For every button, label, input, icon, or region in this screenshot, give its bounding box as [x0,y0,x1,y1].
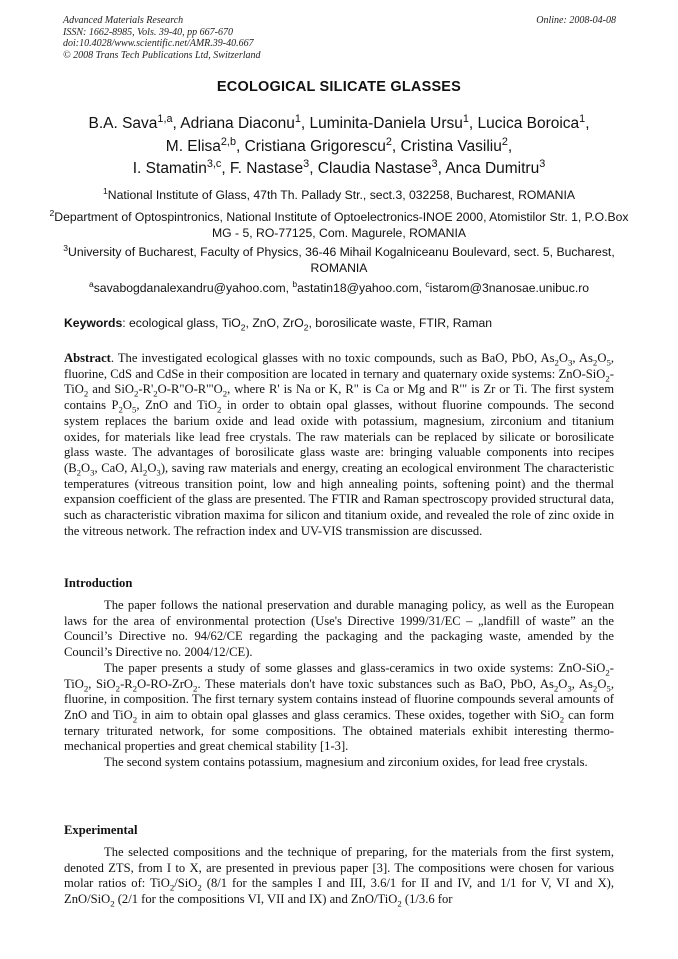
keywords [64,316,493,333]
text: O [122,398,132,413]
email-sup: a [88,278,94,289]
paragraph [64,661,614,755]
author: B.A. Sava [88,115,158,132]
email-b: astatin18@yahoo.com, [297,281,426,295]
text: The selected compositions and the technique of preparing, for the materials from the first system, denoted ZTS, from I to X, are presented in previous paper [3]. The compositions were chosen for various molar ratios of: TiO [64,845,614,891]
subscript: 2 [142,467,148,478]
affiliation-2 [40,207,638,241]
subscript: 2 [559,714,565,725]
text: O [558,351,568,365]
text: O [558,676,568,691]
subscript: 2 [553,683,559,694]
subscript: 2 [193,683,198,694]
abstract-paragraph [64,351,614,539]
abstract-label: Abstract [64,351,111,365]
subscript: 2 [240,322,246,333]
subscript: 2 [153,388,158,399]
subscript: 2 [83,388,89,399]
author-sup: 3 [539,157,546,170]
email-sup: c [425,278,430,289]
text: O-RO-ZrO [137,676,194,691]
text: (8/1 for the samples I and III, 3.6/1 for II and IV, and 1/1 for V, VI and X), ZnO/SiO [64,876,615,907]
text: , where R' is Na or K, R" is Ca or Mg and R'" is Zr or Ti. The first system contains P [64,382,614,413]
doi-line: doi:10.4028/www.scientific.net/AMR.39-40.667 [63,38,254,49]
author: , Luminita-Daniela Ursu [300,115,463,132]
subscript: 2 [76,467,81,478]
subscript: 2 [222,388,228,399]
section-heading-experimental: Experimental [64,823,138,837]
text: . The investigated ecological glasses with no toxic compounds, such as BaO, PbO, As [110,351,555,365]
affiliation-sup: 2 [49,207,55,218]
subscript: 3 [568,357,573,368]
author-sup: 3,c [206,157,222,170]
author: , Cristiana Grigorescu [235,137,386,155]
text: O [597,676,607,691]
author-sup: 1,a [157,112,173,125]
subscript: 2 [216,404,222,415]
author: , Anca Dumitru [437,160,540,177]
text: The paper presents a study of some glasses and glass-ceramics in two oxide systems: ZnO-SiO [104,660,606,675]
subscript: 2 [397,898,402,909]
author: , F. Nastase [221,160,304,177]
subscript: 2 [115,683,121,694]
text: and SiO [88,382,134,397]
subscript: 2 [110,898,115,909]
affiliation-text: Department of Optospintronics, National Institute of Optoelectronics-INOE 2000, Atomistilor Str. 1, P.O.Box MG - 5, RO-77125, Com. Magurele, ROMANIA [54,210,629,240]
text: -TiO [64,660,614,691]
author-sup: 2 [385,135,392,148]
author-sup: 1 [462,112,469,125]
subscript: 2 [118,404,123,415]
email-sup: b [292,278,298,289]
text: O [81,460,91,475]
author-line-2: M. Elisa$^{2,b}$, Cristiana Grigorescu$^2$, Cristina Vasiliu$^2$, [165,135,513,155]
subscript: 3 [90,467,95,478]
text: O [147,460,157,475]
affiliation-1 [40,185,638,204]
email-a: savabogdanalexandru@yahoo.com, [93,281,293,295]
affiliation-3 [40,242,638,276]
affiliation-sup: 3 [63,242,69,253]
subscript: 5 [606,357,611,368]
journal-name: Advanced Materials Research [63,15,184,26]
text: , fluorine, CdS and CdSe in their composition are located in ternary and quaternary oxide systems: ZnO-SiO [64,351,614,381]
author: , Adriana Diaconu [172,115,295,132]
paragraph [64,845,614,908]
text: /SiO [174,876,198,891]
author: M. Elisa [165,137,221,155]
text: , fluorine, in composition. The first ternary system contains instead of fluorine compounds several amounts of ZnO and TiO [64,676,614,722]
author-sup: 1 [294,112,301,125]
author-line-3 [40,158,638,181]
text: -TiO [64,366,614,397]
text: ), saving raw materials and energy, creating an ecological environment The characteristic temperatures (vitreous transition point, low and high annealing points, softening point) and the thermal expansion coefficient of the glass are presented. The FTIR and Raman spectroscopy provided structural data, such as characteristic vibration maxima for silicon and titanium oxide, and revealed the role of zinc oxide in the vitreous network. The refraction index and UV-VIS transmission are discussed. [64,460,614,538]
paper-title: ECOLOGICAL SILICATE GLASSES [216,79,462,95]
subscript: 5 [132,404,137,415]
subscript: 2 [605,667,610,678]
author-sup: 2 [501,135,508,148]
text: . These materials don't have toxic substances such as BaO, PbO, As [197,676,554,691]
experimental-body [64,845,614,908]
text: , SiO [88,676,116,691]
abstract [64,351,614,539]
subscript: 2 [83,683,89,694]
subscript: 5 [606,683,611,694]
introduction-body [64,598,614,771]
keywords-text: : ecological glass, TiO [122,316,241,330]
affiliation-text: National Institute of Glass, 47th Th. Pallady Str., sect.3, 032258, Bucharest, ROMANIA [107,188,575,202]
keywords-text: , borosilicate waste, FTIR, Raman [308,316,493,330]
subscript: 2 [169,882,175,893]
subscript: 3 [156,467,161,478]
subscript: 2 [197,882,202,893]
author: I. Stamatin [132,160,207,177]
keywords-label: Keywords [64,316,123,330]
subscript: 2 [132,714,138,725]
text: , CaO, Al [94,460,143,475]
subscript: 2 [554,357,559,368]
author: , Cristina Vasiliu [391,137,502,155]
text: (2/1 for the compositions VI, VII and IX) and ZnO/TiO [114,892,398,907]
affiliation-sup: 1 [103,185,108,196]
affiliation-text: University of Bucharest, Faculty of Physics, 36-46 Mihail Kogalniceanu Boulevard, sect. 5, Bucharest, ROMANIA [68,245,615,275]
author: , Lucica Boroica [468,115,580,132]
text: (1/3.6 for [401,892,453,907]
author-sup: 3 [303,157,310,170]
text: , As [571,676,593,691]
author: , Claudia Nastase [309,160,432,177]
journal-header [63,15,261,61]
copyright-line: © 2008 Trans Tech Publications Ltd, Switzerland [63,49,261,61]
text: in aim to obtain opal glasses and glass ceramics. These oxides, together with SiO [137,707,560,722]
text: O [597,351,607,365]
subscript: 2 [303,322,309,333]
author-line-1: B.A. Sava$^{1,a}$, Adriana Diaconu$^1$, Luminita-Daniela Ursu$^1$, Lucica Boroica$^1$, [88,112,590,132]
email-c: istarom@3nanosae.unibuc.ro [429,281,590,295]
keywords-text: , ZnO, ZrO [245,316,304,330]
text: , As [572,351,593,365]
subscript: 2 [133,388,139,399]
author-sup: 2,b [220,135,236,148]
author-sup: 3 [431,157,438,170]
issn-line: ISSN: 1662-8985, Vols. 39-40, pp 667-670 [63,26,233,38]
text: in order to obtain opal glasses, without fluorine compounds. The second system replaces the barium oxide and lead oxide with potassium, magnesium, zirconium and titanium oxides, for materials like lead free crystals. The raw materials can be replaced by silicate or borosilicate glass waste. The advantages of borosilicate glass waste are: bringing valuable components into recipes (B [64,398,614,475]
subscript: 2 [592,357,598,368]
text: , ZnO and TiO [136,398,217,413]
subscript: 2 [132,683,138,694]
text: O-R"O-R'"O [157,382,223,397]
author-sup: 1 [579,112,586,125]
subscript: 2 [605,373,610,384]
email-line [40,278,638,297]
subscript: 3 [567,683,572,694]
subscript: 2 [592,683,598,694]
text: -R' [138,382,154,397]
paragraph: The paper follows the national preservation and durable managing policy, as well as the European laws for the area of environmental protection (Use's Directive 1999/31/EC – „landfill of waste” an the Council’s Directive no. 94/62/CE regarding the packaging and the packaging waste, amended by the Council’s Directive no. 2004/12/CE). [64,598,614,660]
text: -R [120,676,133,691]
author-list [40,113,638,181]
online-date: Online: 2008-04-08 [536,15,616,26]
section-heading-introduction: Introduction [64,576,133,590]
paragraph: The second system contains potassium, magnesium and zirconium oxides, for lead free crystals. [104,755,588,770]
text: can form ternary triturated network, for some compositions. The obtained materials exhibit interesting thermo-mechanical properties and great chemical stability [1-3]. [64,707,614,754]
